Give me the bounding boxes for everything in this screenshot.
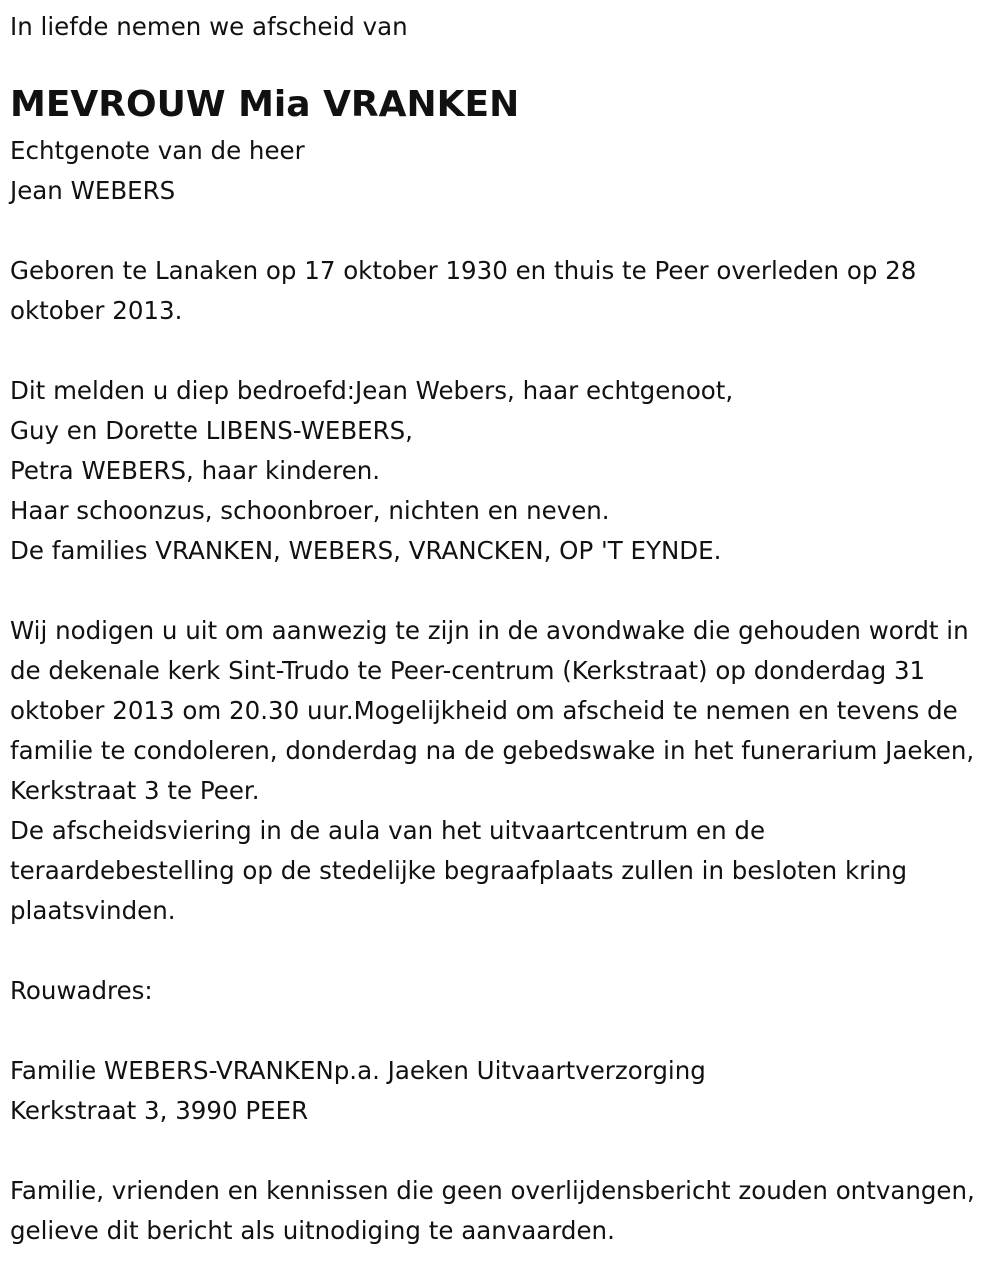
birth-death-text: Geboren te Lanaken op 17 oktober 1930 en thuis te Peer overleden op 28 oktober 2013. — [10, 256, 917, 325]
spacer — [10, 47, 990, 75]
closing-text: Familie, vrienden en kennissen die geen overlijdensbericht zouden ontvangen, gelieve dit bericht als uitnodiging te aanvaarden. — [10, 1176, 975, 1245]
spacer — [10, 211, 990, 251]
spouse-line-2: Jean WEBERS — [10, 176, 176, 205]
intro-text: In liefde nemen we afscheid van — [10, 12, 408, 41]
mourner-line: Petra WEBERS, haar kinderen. — [10, 456, 381, 485]
spacer — [10, 931, 990, 971]
mourner-line: Guy en Dorette LIBENS-WEBERS, — [10, 416, 413, 445]
address-line-1: Familie WEBERS-VRANKENp.a. Jaeken Uitvaartverzorging — [10, 1056, 706, 1085]
spacer — [10, 1131, 990, 1171]
spacer — [10, 331, 990, 371]
invitation-text: Wij nodigen u uit om aanwezig te zijn in de avondwake die gehouden wordt in de dekenale kerk Sint-Trudo te Peer-centrum (Kerkstraat) op donderdag 31 oktober 2013 om 20.30 uur.Mogelijkheid om afscheid te nemen en tevens de familie te condoleren, donderdag na de gebedswake in het funerarium Jaeken, Kerkstraat 3 te Peer. — [10, 616, 975, 805]
mourner-line: De families VRANKEN, WEBERS, VRANCKEN, OP 'T EYNDE. — [10, 536, 722, 565]
address-label: Rouwadres: — [10, 976, 153, 1005]
deceased-name: MEVROUW Mia VRANKEN — [10, 84, 520, 125]
spouse-line-1: Echtgenote van de heer — [10, 136, 305, 165]
farewell-text: De afscheidsviering in de aula van het uitvaartcentrum en de teraardebestelling op de stedelijke begraafplaats zullen in besloten kring plaatsvinden. — [10, 816, 908, 925]
spacer — [10, 571, 990, 611]
mourner-line: Haar schoonzus, schoonbroer, nichten en neven. — [10, 496, 610, 525]
address-line-2: Kerkstraat 3, 3990 PEER — [10, 1096, 309, 1125]
mourners-list — [10, 371, 990, 571]
mourner-line: Dit melden u diep bedroefd:Jean Webers, haar echtgenoot, — [10, 376, 734, 405]
spacer — [10, 1011, 990, 1051]
